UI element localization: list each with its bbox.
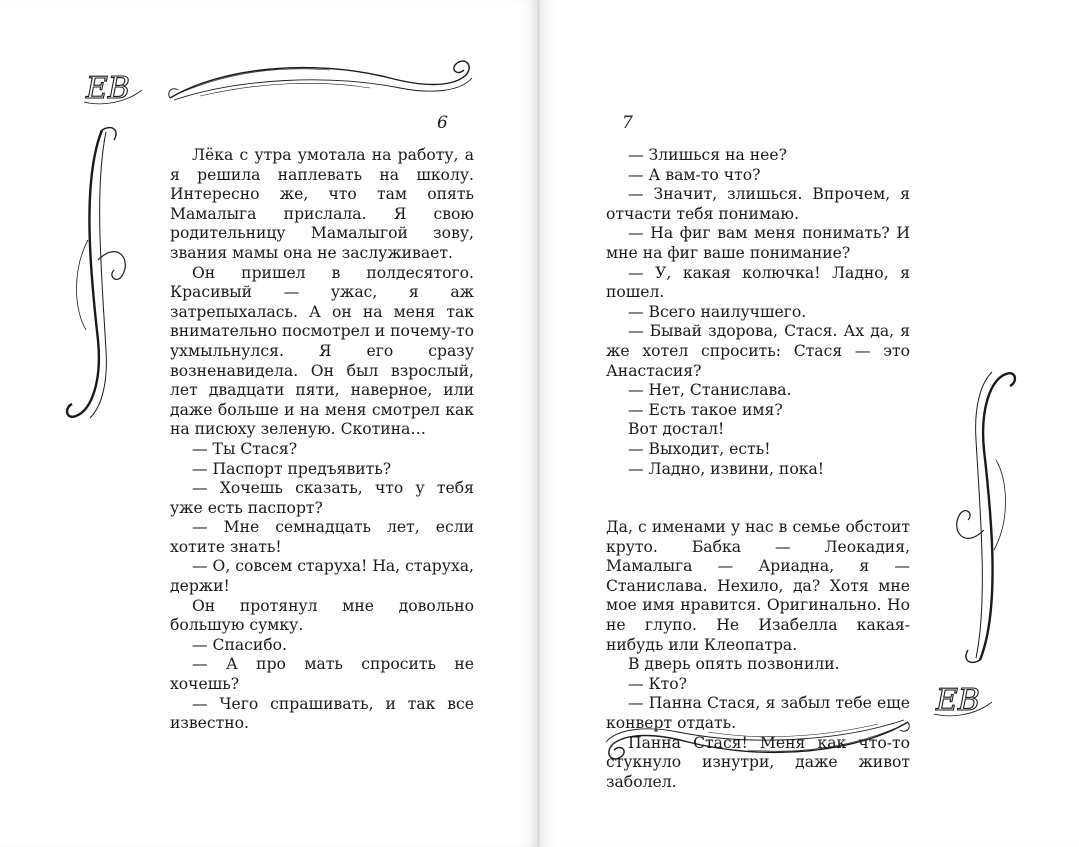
paragraph: Лёка с утра умотала на работу, а я решила наплевать на школу. Интересно же, что там опять Мамалыга прислала. Я свою родительницу Мамалыгой зову, звания мамы она не заслуживает.: [170, 146, 474, 262]
paragraph: Вот достал!: [628, 420, 725, 439]
paragraph: В дверь опять позвонили.: [628, 655, 840, 674]
paragraph: — Ладно, извини, пока!: [628, 459, 825, 478]
paragraph: — Хочешь сказать, что у тебя уже есть паспорт?: [170, 479, 474, 517]
paragraph: — Ты Стася?: [192, 439, 298, 458]
paragraph: Он протянул мне довольно большую сумку.: [170, 596, 474, 635]
flourish-top-left: [160, 48, 480, 108]
right-page-text: [606, 146, 910, 792]
paragraph: — Нет, Станислава.: [628, 381, 792, 400]
paragraph: — У, какая колючка! Ладно, я пошел.: [606, 263, 910, 302]
monogram-bottom-right: [930, 672, 1000, 722]
paragraph: — Мне семнадцать лет, если хотите знать!: [170, 518, 474, 556]
monogram-text: ЕВ: [936, 683, 980, 718]
paragraph: — А вам-то что?: [628, 165, 761, 184]
paragraph: — Значит, злишься. Впрочем, я отчасти тебя понимаю.: [606, 185, 910, 223]
paragraph: Да, с именами у нас в семье обстоит круто. Бабка — Леокадия, Мамалыга — Ариадна, я — Станислава. Нехило, да? Хотя мне мое имя нравится. Оригинально. Но не глупо. Не Изабелла какая-нибудь или Клеопатра.: [606, 518, 910, 654]
paragraph: — Бывай здорова, Стася. Ах да, я же хотел спросить: Стася — это Анастасия?: [606, 322, 910, 380]
flourish-left-vertical: [62, 120, 152, 430]
paragraph: — А про мать спросить не хочешь?: [170, 655, 474, 694]
left-page-text: [170, 146, 474, 734]
right-page: [540, 0, 1079, 847]
paragraph: — Панна Стася, я забыл тебе еще конверт отдать.: [606, 694, 910, 733]
paragraph: — О, совсем старуха! На, старуха, держи!: [170, 557, 474, 596]
page-number-left: 6: [437, 113, 448, 133]
section-break: [606, 479, 910, 518]
paragraph: Панна Стася! Меня как что-то стукнуло изнутри, даже живот заболел.: [606, 733, 910, 791]
paragraph: — Кто?: [628, 674, 687, 693]
paragraph: — Злишься на нее?: [628, 146, 787, 164]
paragraph: — Чего спрашивать, и так все известно.: [170, 694, 474, 733]
paragraph: — На фиг вам меня понимать? И мне на фиг ваше понимание?: [606, 224, 910, 262]
page-number-right: 7: [622, 113, 633, 133]
paragraph: — Всего наилучшего.: [628, 302, 807, 321]
paragraph: — Есть такое имя?: [628, 400, 783, 419]
left-page: [0, 0, 538, 847]
paragraph: — Выходит, есть!: [628, 439, 771, 458]
monogram-top-left: [80, 60, 150, 110]
paragraph: Он пришел в полдесятого. Красивый — ужас, я аж затрепыхалась. А он на меня так внимательно посмотрел и почему-то ухмыльнулся. Я его сразу возненавидела. Он был взрослый, лет двадцати пяти, наверное, или даже больше и на меня смотрел как на писюху зеленую. Скотина…: [170, 263, 474, 439]
paragraph: — Спасибо.: [192, 635, 288, 654]
flourish-right-vertical: [930, 360, 1020, 670]
paragraph: — Паспорт предъявить?: [192, 459, 392, 478]
monogram-text: ЕВ: [86, 71, 130, 106]
